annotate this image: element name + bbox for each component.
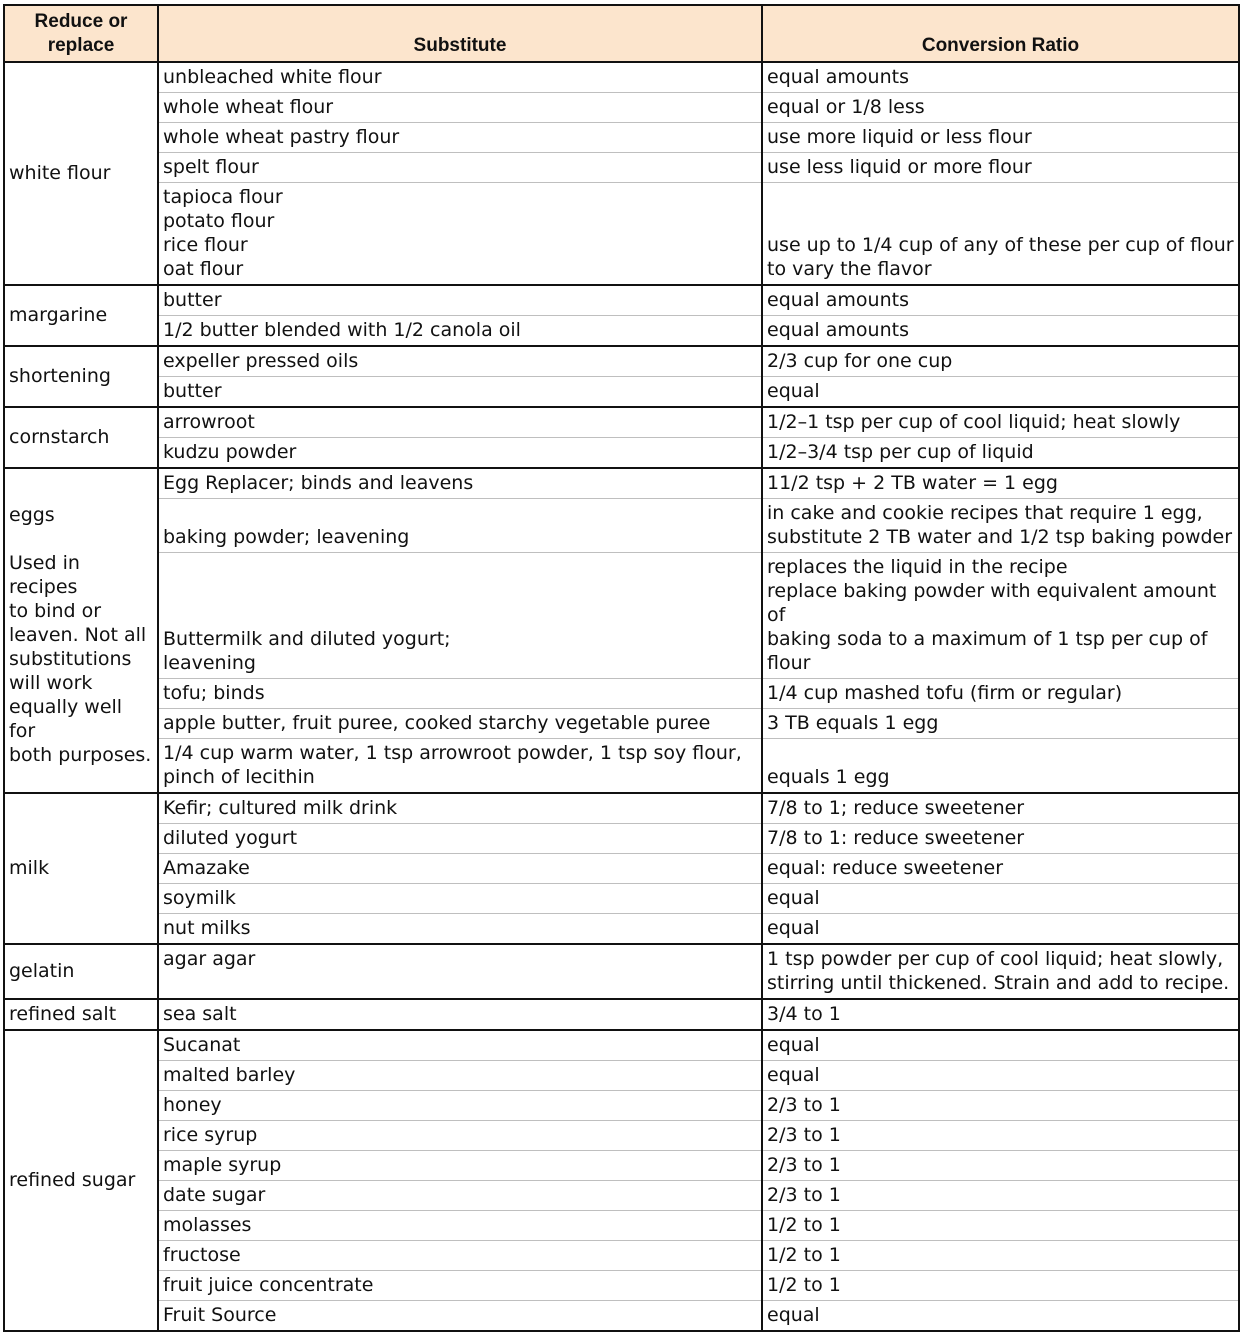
ratio-cell: 3 TB equals 1 egg: [762, 709, 1239, 739]
category-cell: [4, 346, 158, 407]
substitute-cell: soymilk: [158, 884, 762, 914]
table-row: [4, 183, 1239, 286]
substitute-cell: agar agar: [158, 944, 762, 999]
category-label: eggs: [9, 504, 55, 526]
ratio-cell: use more liquid or less flour: [762, 123, 1239, 153]
ratio-cell: 3/4 to 1: [762, 999, 1239, 1030]
substitute-cell: date sugar: [158, 1181, 762, 1211]
category-label: refined salt: [9, 1003, 117, 1025]
substitute-cell: baking powder; leavening: [158, 499, 762, 553]
ratio-cell: 2/3 to 1: [762, 1121, 1239, 1151]
substitute-cell: 1/2 butter blended with 1/2 canola oil: [158, 316, 762, 347]
ratio-cell: equal: [762, 914, 1239, 945]
substitute-cell: butter: [158, 285, 762, 316]
substitute-cell: Fruit Source: [158, 1301, 762, 1332]
ratio-cell: 1/2 to 1: [762, 1211, 1239, 1241]
substitute-cell: whole wheat pastry flour: [158, 123, 762, 153]
substitute-cell: fructose: [158, 1241, 762, 1271]
ratio-cell: equal: [762, 884, 1239, 914]
ratio-cell: 7/8 to 1: reduce sweetener: [762, 824, 1239, 854]
category-label: margarine: [9, 304, 108, 326]
category-cell: [4, 62, 158, 285]
header-substitute: Substitute: [158, 5, 762, 62]
table-row: [4, 739, 1239, 794]
table-row: [4, 1181, 1239, 1211]
substitute-cell: maple syrup: [158, 1151, 762, 1181]
ratio-cell: equal amounts: [762, 316, 1239, 347]
table-row: [4, 1030, 1239, 1061]
substitute-cell: tapioca flour potato flour rice flour oat flour: [158, 183, 762, 286]
category-note: Used in recipes to bind or leaven. Not all substitutions will work equally well for both purposes.: [9, 552, 152, 766]
table-row: [4, 468, 1239, 499]
category-label: gelatin: [9, 960, 75, 982]
substitute-cell: honey: [158, 1091, 762, 1121]
substitute-cell: nut milks: [158, 914, 762, 945]
ratio-cell: equal amounts: [762, 62, 1239, 93]
header-ratio: Conversion Ratio: [762, 5, 1239, 62]
ratio-cell: 7/8 to 1; reduce sweetener: [762, 793, 1239, 824]
ratio-cell: use up to 1/4 cup of any of these per cup of flour to vary the flavor: [762, 183, 1239, 286]
substitute-cell: Amazake: [158, 854, 762, 884]
category-cell: [4, 793, 158, 944]
substitute-cell: arrowroot: [158, 407, 762, 438]
table-row: [4, 709, 1239, 739]
ratio-cell: 1 tsp powder per cup of cool liquid; heat slowly, stirring until thickened. Strain and add to recipe.: [762, 944, 1239, 999]
table-row: [4, 1061, 1239, 1091]
ratio-cell: equal or 1/8 less: [762, 93, 1239, 123]
category-label: shortening: [9, 365, 111, 387]
substitute-cell: butter: [158, 377, 762, 408]
table-row: [4, 499, 1239, 553]
table-row: [4, 1241, 1239, 1271]
ratio-cell: 11/2 tsp + 2 TB water = 1 egg: [762, 468, 1239, 499]
category-label: white flour: [9, 162, 111, 184]
substitute-cell: malted barley: [158, 1061, 762, 1091]
table-row: [4, 93, 1239, 123]
substitute-cell: Egg Replacer; binds and leavens: [158, 468, 762, 499]
table-row: [4, 999, 1239, 1030]
table-body: [4, 62, 1239, 1331]
table-row: [4, 438, 1239, 469]
category-label: refined sugar: [9, 1169, 136, 1191]
substitute-cell: 1/4 cup warm water, 1 tsp arrowroot powder, 1 tsp soy flour, pinch of lecithin: [158, 739, 762, 794]
table-row: [4, 1121, 1239, 1151]
ratio-cell: replaces the liquid in the recipe replace baking powder with equivalent amount of baking soda to a maximum of 1 tsp per cup of flour: [762, 553, 1239, 679]
substitute-cell: tofu; binds: [158, 679, 762, 709]
ratio-cell: 2/3 cup for one cup: [762, 346, 1239, 377]
substitute-cell: rice syrup: [158, 1121, 762, 1151]
table-row: [4, 123, 1239, 153]
category-label: milk: [9, 857, 50, 879]
category-cell: [4, 999, 158, 1030]
substitution-table: [3, 4, 1240, 1332]
table-row: [4, 285, 1239, 316]
substitute-cell: expeller pressed oils: [158, 346, 762, 377]
substitute-cell: apple butter, fruit puree, cooked starchy vegetable puree: [158, 709, 762, 739]
table-row: [4, 1271, 1239, 1301]
substitute-cell: unbleached white flour: [158, 62, 762, 93]
table-row: [4, 824, 1239, 854]
ratio-cell: 1/2–1 tsp per cup of cool liquid; heat slowly: [762, 407, 1239, 438]
ratio-cell: 1/4 cup mashed tofu (firm or regular): [762, 679, 1239, 709]
table-row: [4, 1091, 1239, 1121]
category-cell: [4, 468, 158, 793]
substitute-cell: Sucanat: [158, 1030, 762, 1061]
substitute-cell: diluted yogurt: [158, 824, 762, 854]
ratio-cell: equals 1 egg: [762, 739, 1239, 794]
substitute-cell: spelt flour: [158, 153, 762, 183]
ratio-cell: 2/3 to 1: [762, 1151, 1239, 1181]
substitute-cell: kudzu powder: [158, 438, 762, 469]
ratio-cell: equal: [762, 1301, 1239, 1332]
ratio-cell: equal: [762, 1061, 1239, 1091]
table-row: [4, 679, 1239, 709]
ratio-cell: use less liquid or more flour: [762, 153, 1239, 183]
table-row: [4, 553, 1239, 679]
category-cell: [4, 1030, 158, 1331]
ratio-cell: in cake and cookie recipes that require 1 egg, substitute 2 TB water and 1/2 tsp baking powder: [762, 499, 1239, 553]
table-row: [4, 346, 1239, 377]
table-row: [4, 377, 1239, 408]
table-row: [4, 854, 1239, 884]
table-row: [4, 793, 1239, 824]
table-row: [4, 884, 1239, 914]
ratio-cell: 1/2 to 1: [762, 1271, 1239, 1301]
header-row: [4, 5, 1239, 62]
ratio-cell: 2/3 to 1: [762, 1091, 1239, 1121]
ratio-cell: equal amounts: [762, 285, 1239, 316]
substitute-cell: sea salt: [158, 999, 762, 1030]
substitute-cell: fruit juice concentrate: [158, 1271, 762, 1301]
table-row: [4, 914, 1239, 945]
ratio-cell: 1/2–3/4 tsp per cup of liquid: [762, 438, 1239, 469]
table-row: [4, 1211, 1239, 1241]
substitution-table-container: [3, 4, 1238, 1332]
table-row: [4, 944, 1239, 999]
ratio-cell: 2/3 to 1: [762, 1181, 1239, 1211]
category-cell: [4, 407, 158, 468]
table-row: [4, 153, 1239, 183]
category-cell: [4, 944, 158, 999]
ratio-cell: equal: reduce sweetener: [762, 854, 1239, 884]
table-row: [4, 62, 1239, 93]
header-category: Reduce or replace: [4, 5, 158, 62]
table-row: [4, 1151, 1239, 1181]
substitute-cell: molasses: [158, 1211, 762, 1241]
table-row: [4, 407, 1239, 438]
table-row: [4, 1301, 1239, 1332]
substitute-cell: Buttermilk and diluted yogurt; leavening: [158, 553, 762, 679]
table-row: [4, 316, 1239, 347]
ratio-cell: equal: [762, 377, 1239, 408]
substitute-cell: Kefir; cultured milk drink: [158, 793, 762, 824]
ratio-cell: 1/2 to 1: [762, 1241, 1239, 1271]
ratio-cell: equal: [762, 1030, 1239, 1061]
substitute-cell: whole wheat flour: [158, 93, 762, 123]
category-label: cornstarch: [9, 426, 110, 448]
category-cell: [4, 285, 158, 346]
